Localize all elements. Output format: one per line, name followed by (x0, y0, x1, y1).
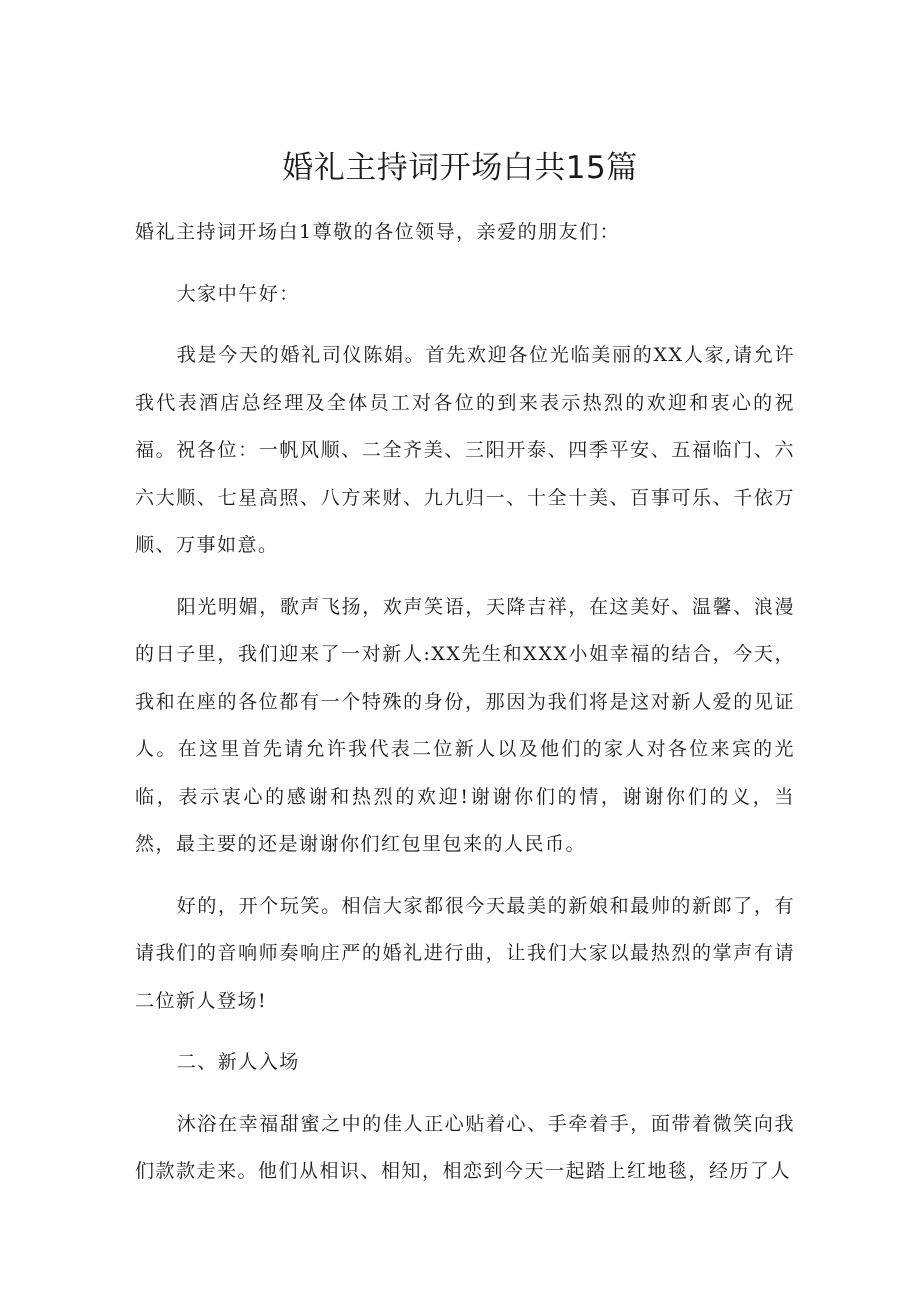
document-title: 婚礼主持词开场白共15篇 (282, 150, 638, 186)
paragraph-entrance: 沐浴在幸福甜蜜之中的佳人正心贴着心、手牵着手，面带着微笑向我们款款走来。他们从相识、相知，相恋到今天一起踏上红地毯，经历了人 (135, 1112, 795, 1182)
paragraph-greeting: 婚礼主持词开场白1尊敬的各位领导，亲爱的朋友们： (135, 221, 621, 243)
paragraph-couple-intro: 阳光明媚，歌声飞扬，欢声笑语，天降吉祥，在这美好、温馨、浪漫的日子里，我们迎来了一对新人:XX先生和XXX小姐幸福的结合，今天，我和在座的各位都有一个特殊的身份，那因为我们将是这对新人爱的见证人。在这里首先请允许我代表二位新人以及他们的家人对各位来宾的光临，表示衷心的感谢和热烈的欢迎!谢谢你们的情，谢谢你们的义，当然，最主要的还是谢谢你们红包里包来的人民币。 (135, 595, 795, 855)
paragraph-salutation: 大家中午好： (176, 282, 300, 305)
paragraph-welcome: 我是今天的婚礼司仪陈娟。首先欢迎各位光临美丽的XX人家,请允许我代表酒店总经理及全体员工对各位的到来表示热烈的欢迎和衷心的祝福。祝各位：一帆风顺、二全齐美、三阳开泰、四季平安、五福临门、六六大顺、七星高照、八方来财、九九归一、十全十美、百事可乐、千依万顺、万事如意。 (135, 344, 795, 556)
document-body (135, 209, 795, 1210)
section-heading-entrance: 二、新人入场 (176, 1051, 300, 1073)
paragraph-joke: 好的，开个玩笑。相信大家都很今天最美的新娘和最帅的新郎了，有请我们的音响师奏响庄严的婚礼进行曲，让我们大家以最热烈的掌声有请二位新人登场! (135, 894, 795, 1012)
